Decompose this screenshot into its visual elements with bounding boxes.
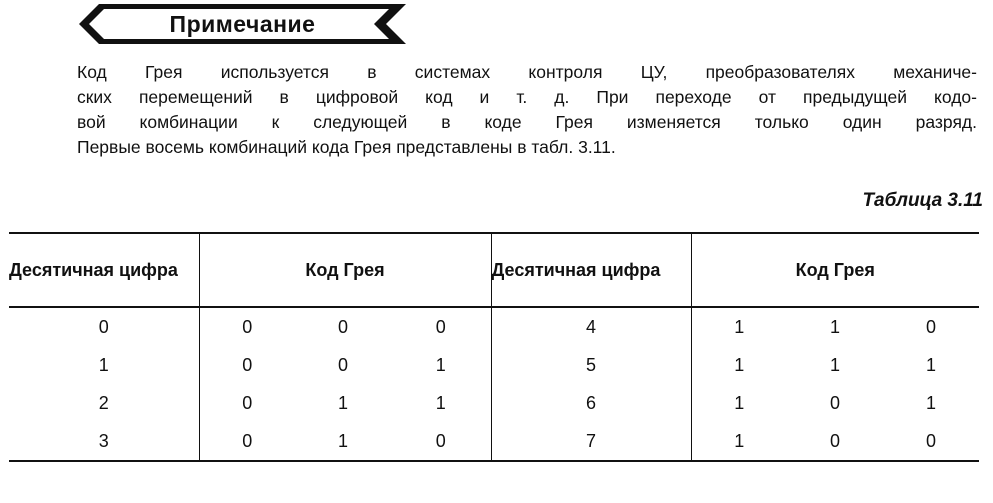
- table-cell: 0: [829, 392, 840, 413]
- table-cell: 3: [9, 422, 199, 461]
- table-cell: 5: [491, 346, 691, 384]
- header-decimal-digit: Десятичная цифра: [9, 233, 199, 307]
- header-decimal-digit: Десятичная цифра: [491, 233, 691, 307]
- header-gray-code: Код Грея: [691, 233, 979, 307]
- table-cell: 0: [787, 422, 883, 461]
- table-cell: 0: [925, 316, 936, 337]
- note-banner: [79, 4, 406, 44]
- table-cell: 0: [337, 354, 348, 375]
- table-cell: 1: [691, 346, 787, 384]
- table-cell: 1: [925, 354, 936, 375]
- table-cell: 1: [691, 307, 787, 346]
- table-cell: 1: [295, 422, 391, 461]
- note-title: Примечание: [169, 11, 316, 37]
- table-row: [9, 422, 979, 461]
- table-cell: 0: [98, 316, 109, 337]
- table-cell: 7: [491, 422, 691, 461]
- table-cell: 0: [435, 316, 446, 337]
- table-cell: 1: [829, 316, 840, 337]
- table-cell: 0: [199, 307, 295, 346]
- note-line: Первые восемь комбинаций кода Грея представлены в табл. 3.11.: [77, 137, 616, 157]
- note-line: Код Грея используется в системах контроля ЦУ, преобразователях механиче-: [77, 62, 977, 82]
- table-body: [9, 307, 979, 461]
- table-cell: 1: [691, 422, 787, 461]
- table-header-row: [9, 233, 979, 307]
- note-line: вой комбинации к следующей в коде Грея изменяется только один разряд.: [77, 112, 977, 132]
- table-cell: 0: [883, 422, 979, 461]
- note-paragraph: [77, 60, 977, 160]
- table-cell: 1: [925, 392, 936, 413]
- table-cell: 2: [98, 392, 109, 413]
- table-row: [9, 384, 979, 422]
- table-cell: 6: [491, 384, 691, 422]
- note-line: ских перемещений в цифровой код и т. д. При переходе от предыдущей кодо-: [77, 87, 977, 107]
- table-row: [9, 346, 979, 384]
- table-cell: 4: [491, 307, 691, 346]
- table-cell: 0: [199, 384, 295, 422]
- table-cell: 1: [435, 354, 446, 375]
- gray-code-table: [9, 232, 979, 462]
- table-row: [9, 307, 979, 346]
- table-cell: 1: [435, 392, 446, 413]
- table-cell: 1: [337, 392, 348, 413]
- table-cell: 0: [337, 316, 348, 337]
- table-cell: 1: [691, 384, 787, 422]
- table-cell: 1: [98, 354, 109, 375]
- table-cell: 0: [199, 422, 295, 461]
- table-cell: 0: [199, 346, 295, 384]
- header-gray-code: Код Грея: [199, 233, 491, 307]
- table-cell: 0: [391, 422, 491, 461]
- table-caption: Таблица 3.11: [862, 190, 983, 211]
- table-cell: 1: [829, 354, 840, 375]
